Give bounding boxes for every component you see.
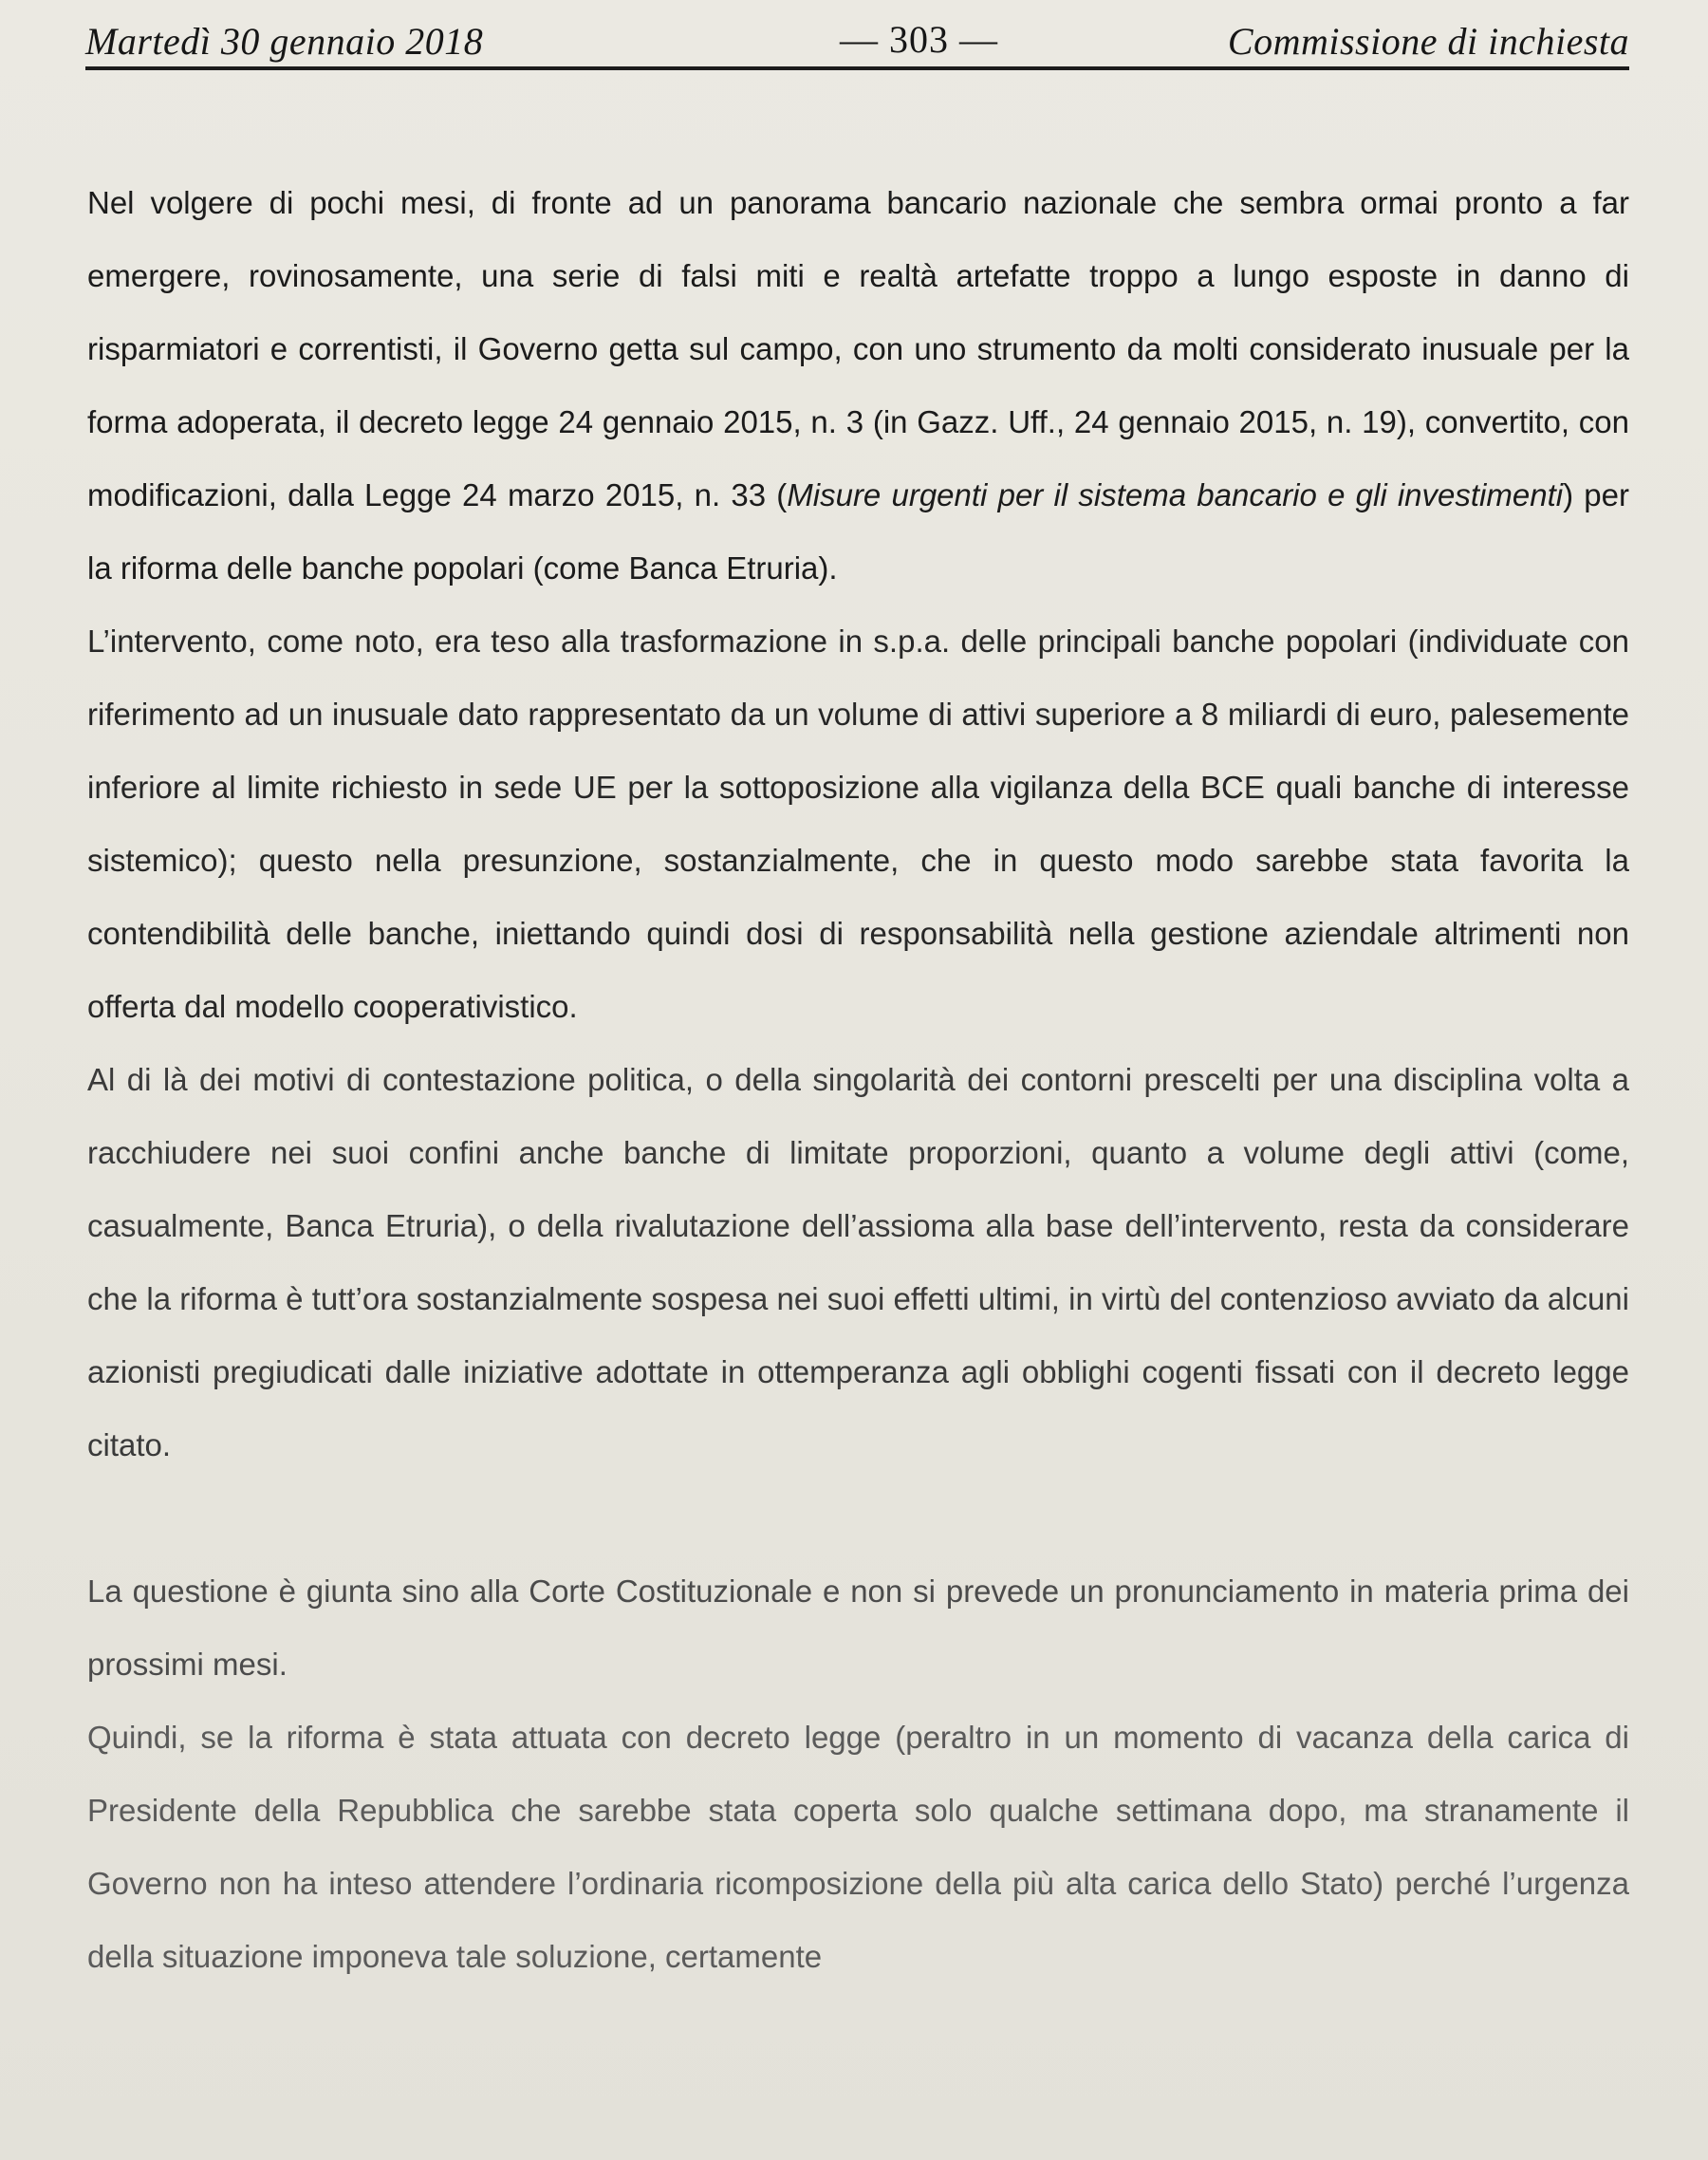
document-body xyxy=(87,166,1629,1993)
running-header xyxy=(85,17,1629,70)
header-section-title: Commissione di inchiesta xyxy=(1227,20,1629,63)
page-bottom-edge xyxy=(0,2122,1708,2160)
header-date: Martedì 30 gennaio 2018 xyxy=(85,20,484,63)
paragraph-2: L’intervento, come noto, era teso alla trasformazione in s.p.a. delle principali banche popolari (individuate con riferimento ad un inusuale dato rappresentato da un volume di attivi superiore a 8 miliardi di euro, palesemente inferiore al limite richiesto in sede UE per la sottoposizione alla vigilanza della BCE quali banche di interesse sistemico); questo nella presunzione, sostanzialmente, che in questo modo sarebbe stata favorita la contendibilità delle banche, iniettando quindi dosi di responsabilità nella gestione aziendale altrimenti non offerta dal modello cooperativistico. xyxy=(87,624,1629,1024)
law-title-italic: Misure urgenti per il sistema bancario e gli investimenti xyxy=(787,477,1564,512)
paragraph-1 xyxy=(87,166,1629,605)
page-number: — 303 — xyxy=(840,18,998,61)
paragraph-5: Quindi, se la riforma è stata attuata con decreto legge (peraltro in un momento di vacanza della carica di Presidente della Repubblica che sarebbe stata coperta solo qualche settimana dopo, ma stranamente il Governo non ha inteso attendere l’ordinaria ricomposizione della più alta carica dello Stato) perché l’urgenza della situazione imponeva tale soluzione, certamente xyxy=(87,1720,1629,1974)
paragraph-1-text: Nel volgere di pochi mesi, di fronte ad un panorama bancario nazionale che sembra ormai pronto a far emergere, rovinosamente, una serie di falsi miti e realtà artefatte troppo a lungo esposte in danno di risparmiatori e correntisti, il Governo getta sul campo, con uno strumento da molti considerato inusuale per la forma adoperata, il decreto legge 24 gennaio 2015, n. 3 (in Gazz. Uff., 24 gennaio 2015, n. 19), convertito, con modificazioni, dalla Legge 24 marzo 2015, n. 33 ( xyxy=(87,185,1629,512)
paragraph-3: Al di là dei motivi di contestazione politica, o della singolarità dei contorni prescelti per una disciplina volta a racchiudere nei suoi confini anche banche di limitate proporzioni, quanto a volume degli attivi (come, casualmente, Banca Etruria), o della rivalutazione dell’assioma alla base dell’intervento, resta da considerare che la riforma è tutt’ora sostanzialmente sospesa nei suoi effetti ultimi, in virtù del contenzioso avviato da alcuni azionisti pregiudicati dalle iniziative adottate in ottemperanza agli obblighi cogenti fissati con il decreto legge citato. xyxy=(87,1062,1629,1462)
paragraph-4: La questione è giunta sino alla Corte Costituzionale e non si prevede un pronunciamento in materia prima dei prossimi mesi. xyxy=(87,1573,1629,1682)
paragraph-1-text-end: ) per la riforma delle banche popolari (come Banca Etruria). xyxy=(87,477,1629,586)
paragraph-spacer xyxy=(87,1481,1629,1555)
